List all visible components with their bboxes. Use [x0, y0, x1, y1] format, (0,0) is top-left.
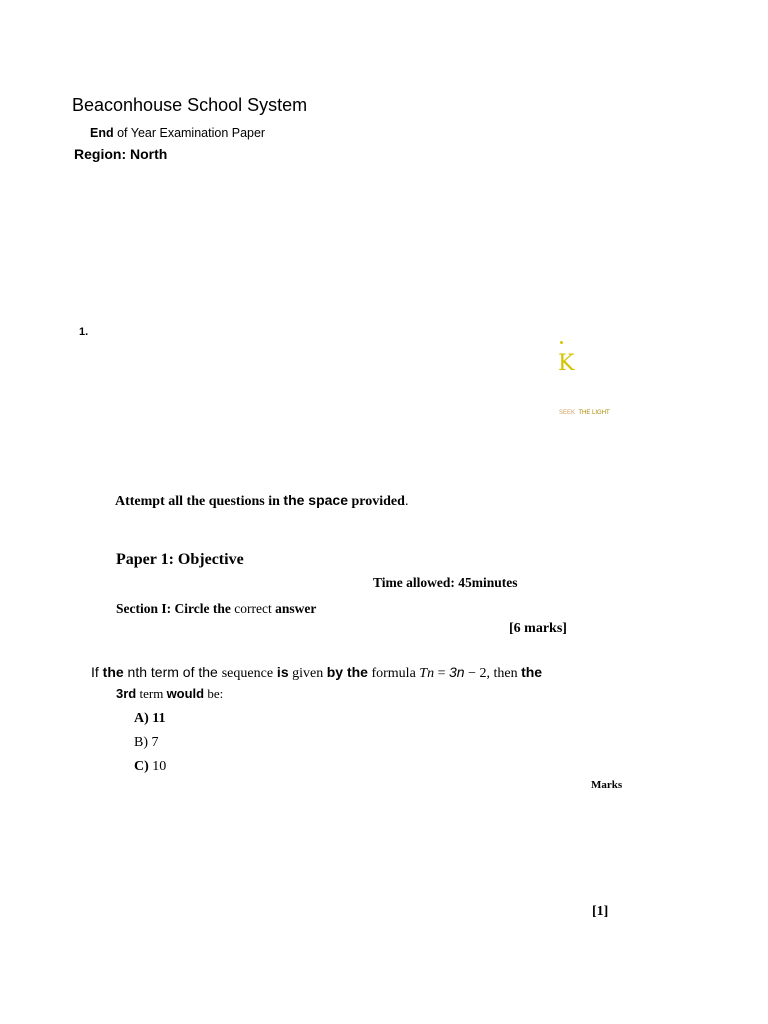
q-word: − 2 — [464, 666, 487, 681]
q-word: by the — [326, 664, 368, 680]
q-word: sequence — [221, 666, 274, 681]
region-label: Region: North — [74, 146, 168, 162]
q-word: formula — [367, 666, 420, 681]
logo-letter: K — [558, 351, 575, 376]
section-instruction — [116, 601, 316, 617]
q-word: If — [91, 664, 103, 680]
option-c[interactable] — [134, 759, 166, 775]
school-logo — [548, 335, 628, 425]
option-letter: A) — [134, 711, 149, 726]
option-value: 7 — [148, 735, 159, 750]
q-word: = — [434, 666, 449, 681]
q-word: be: — [204, 686, 224, 701]
q-word: nth term of the — [123, 664, 222, 680]
instruction-part1: Attempt all the questions in — [115, 494, 284, 509]
exam-title — [90, 126, 265, 140]
section-bold: Section I: Circle the — [116, 601, 231, 616]
logo-motto-light: THE LIGHT — [578, 410, 610, 416]
q-word: the — [102, 664, 124, 680]
option-value: 11 — [148, 711, 166, 726]
total-marks-text: [6 marks] — [509, 621, 567, 636]
q-word: 3rd — [116, 686, 137, 701]
q-word: given — [288, 666, 327, 681]
q-word: , then — [486, 666, 522, 681]
question-index: 1. — [79, 326, 89, 338]
school-name: Beaconhouse School System — [72, 95, 308, 115]
q-word: would — [166, 686, 205, 701]
exam-title-rest: of Year Examination Paper — [113, 126, 266, 140]
question-text-line1 — [91, 664, 542, 682]
time-allowed: Time allowed: 45minutes — [373, 575, 518, 590]
option-letter: B) — [134, 735, 148, 750]
logo-dot-icon — [560, 341, 563, 344]
instruction — [115, 492, 408, 510]
section-bold2: answer — [275, 601, 317, 616]
total-marks — [509, 621, 567, 637]
paper-title: Paper 1: Objective — [116, 551, 244, 568]
logo-motto-seek: SEEK — [559, 410, 576, 416]
formula-3n: 3n — [449, 664, 465, 680]
section-normal: correct — [230, 601, 276, 616]
option-a[interactable] — [134, 711, 166, 727]
exam-title-bold: End — [90, 126, 114, 140]
logo-motto — [559, 410, 610, 416]
instruction-part2: the space — [283, 492, 348, 508]
q-word: the — [521, 664, 543, 680]
question-text-line2 — [116, 686, 223, 702]
question-marks: [1] — [592, 904, 609, 919]
option-letter: C) — [134, 759, 149, 774]
option-value: 10 — [148, 759, 167, 774]
option-b[interactable] — [134, 735, 159, 751]
q-word: term — [136, 686, 167, 701]
formula-tn: Tn — [419, 666, 435, 681]
instruction-part4: . — [404, 494, 409, 509]
instruction-part3: provided — [348, 494, 405, 509]
marks-header: Marks — [591, 779, 623, 791]
q-word: is — [273, 664, 289, 680]
